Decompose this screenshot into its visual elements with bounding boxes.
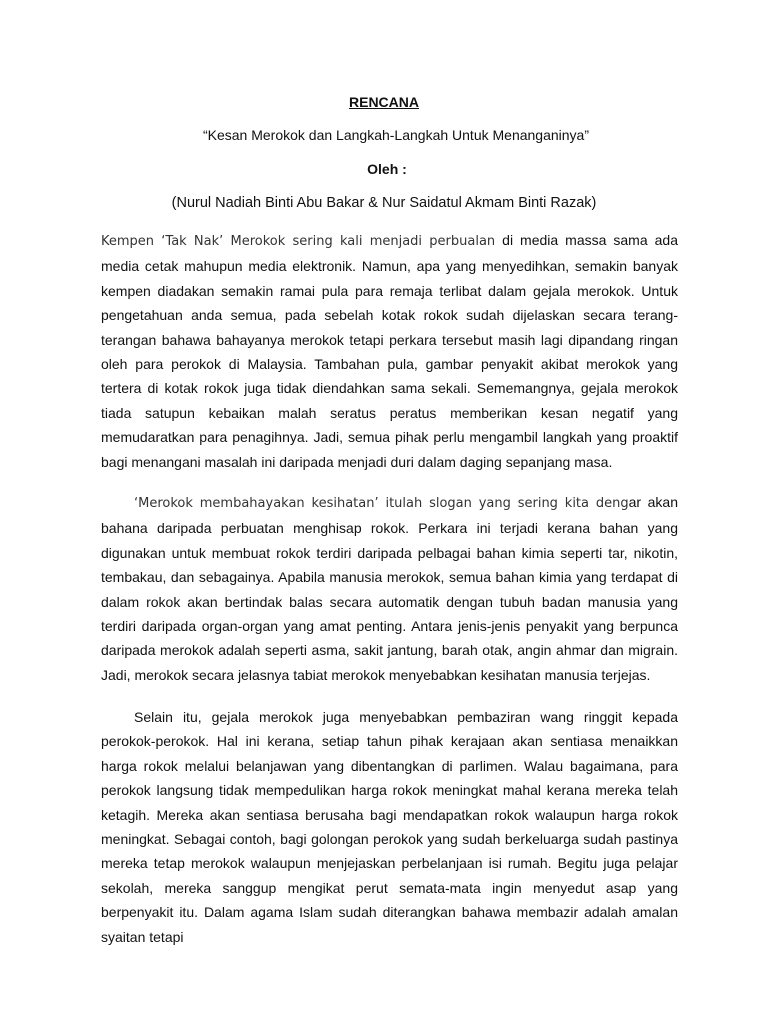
byline-label: Oleh : [367, 161, 407, 177]
author-names: (Nurul Nadiah Binti Abu Bakar & Nur Saidatul Akmam Binti Razak) [171, 195, 597, 211]
paragraph-3-text: Selain itu, gejala merokok juga menyebabkan pembaziran wang ringgit kepada perokok-perokok. Hal ini kerana, setiap tahun pihak kerajaan akan sentiasa menaikkan harga rokok melalui belanjawan yang dibentangkan di parlimen. Walau bagaimana, para perokok langsung tidak mempedulikan harga rokok meningkat mahal kerana mereka telah ketagih. Mereka akan sentiasa berusaha bagi mendapatkan rokok walaupun harga rokok meningkat. Sebagai contoh, bagi golongan perokok yang sudah berkeluarga sudah pastinya mereka tetap merokok walaupun menjejaskan perbelanjaan isi rumah. Begitu juga pelajar sekolah, mereka sanggup mengikat perut semata-mata ingin menyedut asap yang berpenyakit itu. Dalam agama Islam sudah diterangkan bahawa membazir adalah amalan syaitan tetapi [101, 709, 678, 945]
paragraph-1-lead: Kempen ‘Tak Nak’ Merokok sering kali menjadi perbualan [101, 234, 496, 249]
paragraph-2-lead: ‘Merokok membahayakan kesihatan’ itulah slogan yang sering kita deng [134, 496, 629, 511]
paragraph-1-text: di media massa sama ada media cetak mahupun media elektronik. Namun, apa yang menyedihkan, semakin banyak kempen diadakan semakin ramai pula para remaja terlibat dalam gejala merokok. Untuk pengetahuan anda semua, pada sebelah kotak rokok sudah dijelaskan secara terang-terangan bahawa bahayanya merokok tetapi perkara tersebut masih lagi dipandang ringan oleh para perokok di Malaysia. Tambahan pula, gambar penyakit akibat merokok yang tertera di kotak rokok juga tidak diendahkan sama sekali. Sememangnya, gejala merokok tiada satupun kebaikan malah seratus peratus memberikan kesan negatif yang memudaratkan para penagihnya. Jadi, semua pihak perlu mengambil langkah yang proaktif bagi menangani masalah ini daripada menjadi duri dalam daging sepanjang masa. [101, 232, 678, 470]
article-heading: RENCANA [349, 94, 419, 110]
paragraph-1 [101, 228, 678, 474]
paragraph-2 [101, 490, 678, 687]
paragraph-3 [101, 705, 678, 949]
article-title: “Kesan Merokok dan Langkah-Langkah Untuk Menanganinya” [202, 127, 590, 143]
paragraph-2-text: ar akan bahana daripada perbuatan menghisap rokok. Perkara ini terjadi kerana bahan yang digunakan untuk membuat rokok terdiri daripada pelbagai bahan kimia seperti tar, nikotin, tembakau, dan sebagainya. Apabila manusia merokok, semua bahan kimia yang terdapat di dalam rokok akan bertindak balas secara automatik dengan tubuh badan manusia yang terdiri daripada organ-organ yang amat penting. Antara jenis-jenis penyakit yang berpunca daripada merokok adalah seperti asma, sakit jantung, barah otak, angin ahmar dan migrain. Jadi, merokok secara jelasnya tabiat merokok menyebabkan kesihatan manusia terjejas. [101, 494, 679, 683]
